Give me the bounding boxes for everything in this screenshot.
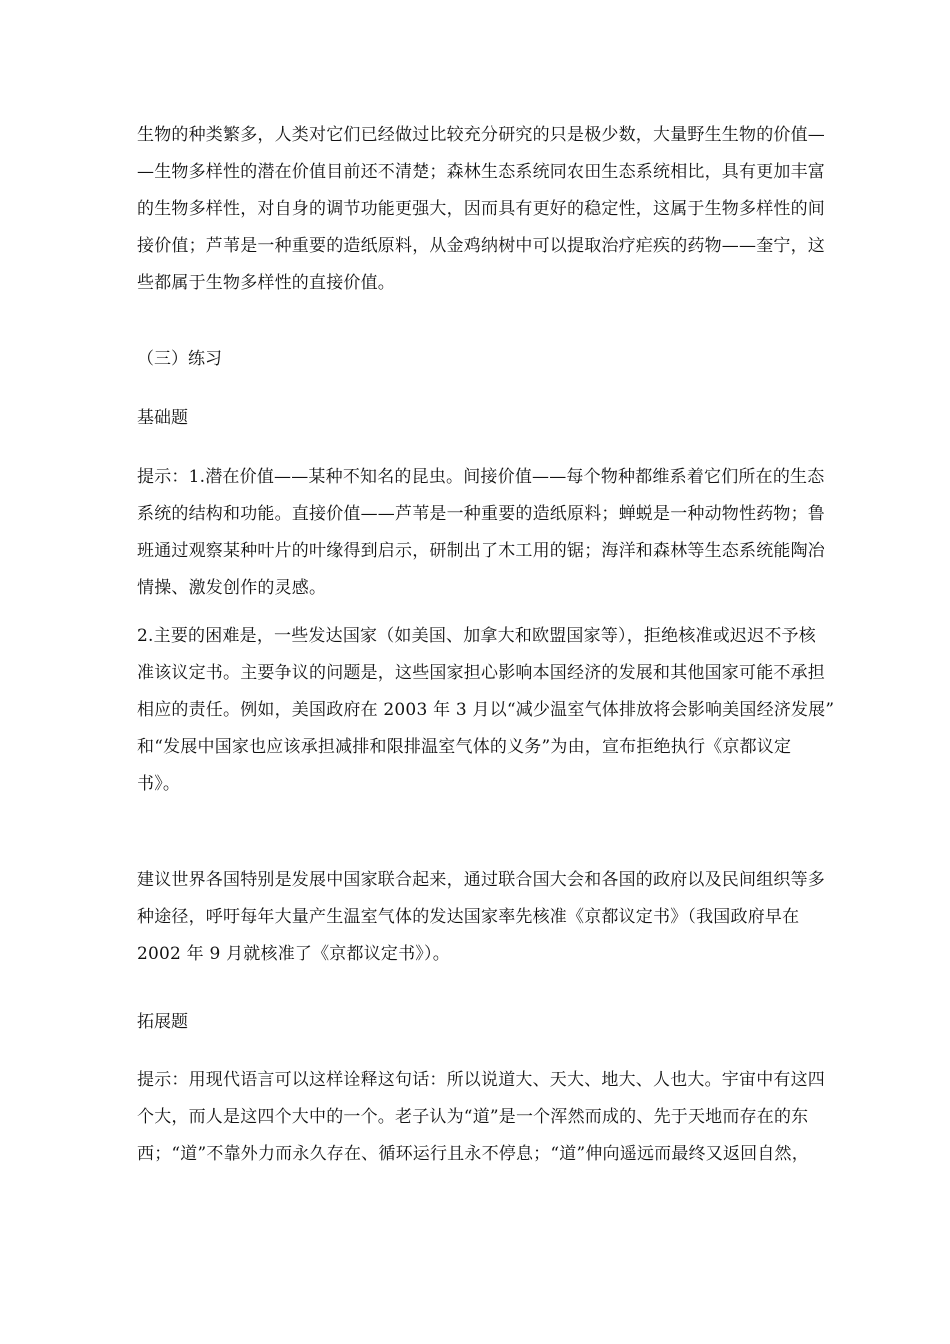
paragraph-line: 班通过观察某种叶片的叶缘得到启示，研制出了木工用的锯；海洋和森林等生态系统能陶冶 — [137, 541, 825, 561]
paragraph-line: 种途径，呼吁每年大量产生温室气体的发达国家率先核准《京都议定书》（我国政府早在 — [137, 907, 800, 927]
paragraph-line: 书》。 — [137, 774, 181, 794]
paragraph-line: 情操、激发创作的灵感。 — [137, 578, 327, 598]
paragraph-line: —生物多样性的潜在价值目前还不清楚；森林生态系统同农田生态系统相比，具有更加丰富 — [137, 162, 825, 182]
section-title-exercises: （三）练习 — [137, 349, 222, 369]
basic-questions-title: 基础题 — [137, 408, 188, 428]
paragraph-line: 和“发展中国家也应该承担减排和限排温室气体的义务”为由，宣布拒绝执行《京都议定 — [137, 737, 792, 757]
paragraph-line: 准该议定书。主要争议的问题是，这些国家担心影响本国经济的发展和其他国家可能不承担 — [137, 663, 825, 683]
paragraph-hint-1 — [137, 459, 825, 607]
paragraph-line: 接价值；芦苇是一种重要的造纸原料，从金鸡纳树中可以提取治疗疟疾的药物——奎宁，这 — [137, 236, 825, 256]
paragraph-line: 建议世界各国特别是发展中国家联合起来，通过联合国大会和各国的政府以及民间组织等多 — [137, 870, 825, 890]
paragraph-line: 相应的责任。例如，美国政府在 2003 年 3 月以“减少温室气体排放将会影响美国经济发展” — [137, 700, 835, 720]
paragraph-line: 2.主要的困难是，一些发达国家（如美国、加拿大和欧盟国家等），拒绝核准或迟迟不予核 — [137, 626, 816, 646]
paragraph-line: 2002 年 9 月就核准了《京都议定书》）。 — [137, 944, 450, 964]
paragraph-line: 生物的种类繁多，人类对它们已经做过比较充分研究的只是极少数，大量野生生物的价值— — [137, 125, 825, 145]
paragraph-line: 些都属于生物多样性的直接价值。 — [137, 273, 395, 293]
paragraph-biodiversity-value — [137, 117, 825, 302]
paragraph-kyoto-suggestion — [137, 862, 825, 973]
paragraph-line: 个大，而人是这四个大中的一个。老子认为“道”是一个浑然而成的、先于天地而存在的东 — [137, 1107, 809, 1127]
paragraph-hint-tao — [137, 1062, 825, 1173]
extension-questions-title: 拓展题 — [137, 1012, 188, 1032]
paragraph-line: 提示：1.潜在价值——某种不知名的昆虫。间接价值——每个物种都维系着它们所在的生态 — [137, 467, 825, 487]
paragraph-line: 提示：用现代语言可以这样诠释这句话：所以说道大、天大、地大、人也大。宇宙中有这四 — [137, 1070, 825, 1090]
paragraph-line: 系统的结构和功能。直接价值——芦苇是一种重要的造纸原料；蝉蜕是一种动物性药物；鲁 — [137, 504, 825, 524]
paragraph-line: 西；“道”不靠外力而永久存在、循环运行且永不停息；“道”伸向遥远而最终又返回自然， — [137, 1144, 809, 1164]
paragraph-line: 的生物多样性，对自身的调节功能更强大，因而具有更好的稳定性，这属于生物多样性的间 — [137, 199, 825, 219]
paragraph-kyoto-difficulty — [137, 618, 835, 803]
